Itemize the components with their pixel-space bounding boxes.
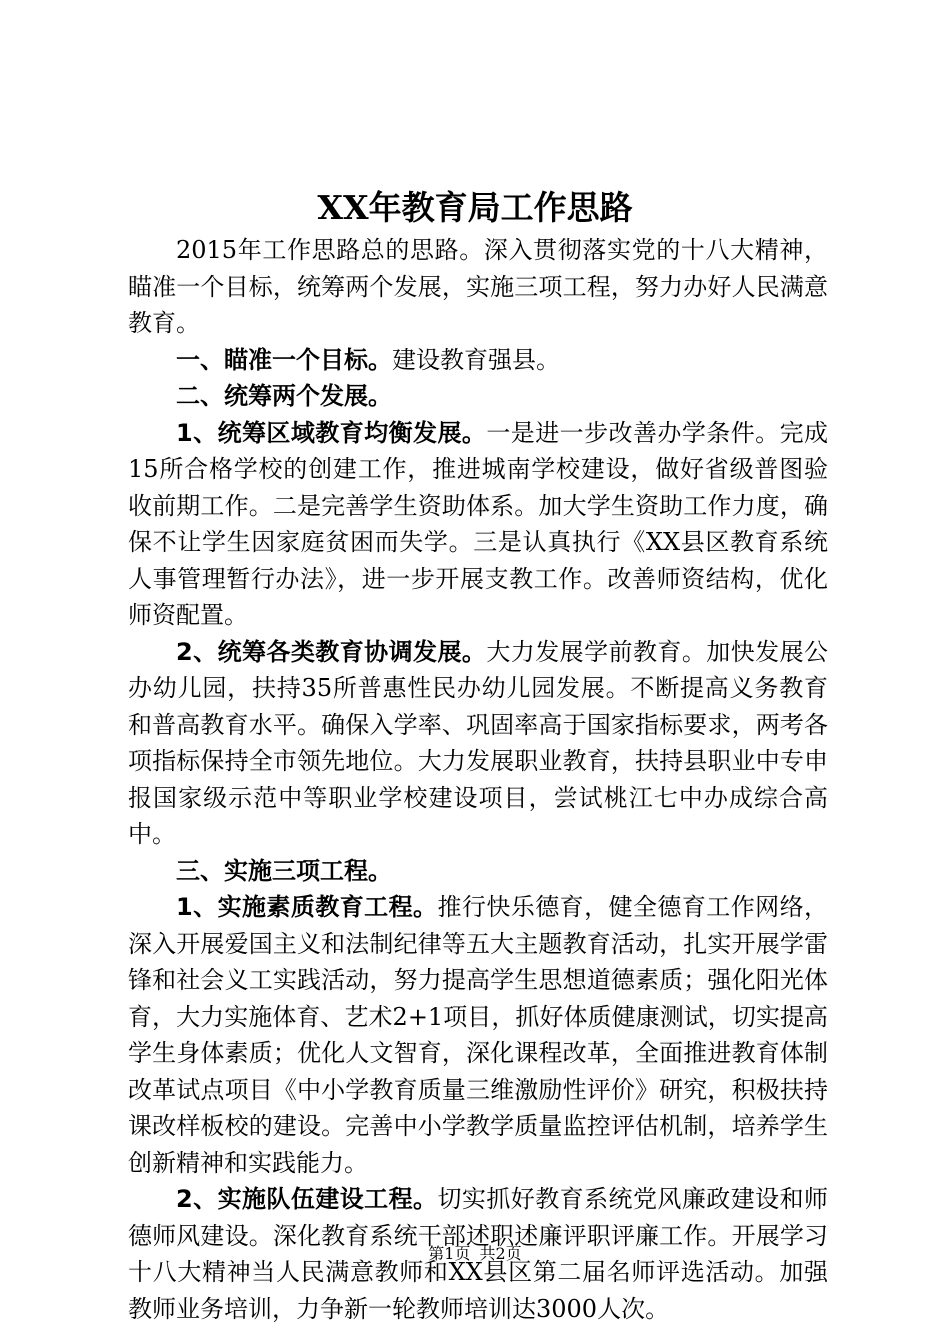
- paragraph-lead: 三、实施三项工程。: [176, 856, 392, 885]
- section-heading-1: [128, 342, 828, 379]
- section-heading-3: [128, 853, 828, 890]
- paragraph-lead: 1、实施素质教育工程。: [176, 893, 438, 921]
- section-heading-2: [128, 378, 828, 415]
- page-footer: [0, 1244, 950, 1264]
- document-title: XX年教育局工作思路: [317, 188, 633, 227]
- paragraph-lead: 2、实施队伍建设工程。: [176, 1185, 438, 1213]
- page-total: 共2页: [479, 1244, 522, 1263]
- paragraph-text: 大力发展学前教育。加快发展公办幼儿园，扶持35所普惠性民办幼儿园发展。不断提高义务教育和普高教育水平。确保入学率、巩固率高于国家指标要求，两考各项指标保持全市领先地位。大力发展职业教育，扶持县职业中专申报国家级示范中等职业学校建设项目，尝试桃江七中办成综合高中。: [128, 637, 829, 848]
- paragraph-2-1: [128, 415, 828, 634]
- paragraph-text: 一是进一步改善办学条件。完成15所合格学校的创建工作，推进城南学校建设，做好省级普图验收前期工作。二是完善学生资助体系。加大学生资助工作力度，确保不让学生因家庭贫困而失学。三是认真执行《XX县区教育系统人事管理暂行办法》，进一步开展支教工作。改善师资结构，优化师资配置。: [128, 418, 829, 629]
- paragraph-3-1: [128, 889, 828, 1181]
- paragraph-lead: 2、统筹各类教育协调发展。: [176, 637, 487, 666]
- paragraph-lead: 一、瞄准一个目标。: [176, 345, 392, 374]
- paragraph-lead: 1、统筹区域教育均衡发展。: [176, 418, 487, 447]
- paragraph-intro: [128, 232, 828, 342]
- document-body: [128, 232, 828, 1327]
- paragraph-text: 2015年工作思路总的思路。深入贯彻落实党的十八大精神，瞄准一个目标，统筹两个发展，实施三项工程，努力办好人民满意教育。: [128, 236, 828, 337]
- paragraph-text: 建设教育强县。: [392, 345, 560, 374]
- paragraph-text: 推行快乐德育，健全德育工作网络，深入开展爱国主义和法制纪律等五大主题教育活动，扎实开展学雷锋和社会义工实践活动，努力提高学生思想道德素质；强化阳光体育，大力实施体育、艺术2+1项目，抓好体质健康测试，切实提高学生身体素质；优化人文智育，深化课程改革，全面推进教育体制改革试点项目《中小学教育质量三维激励性评价》研究，积极扶持课改样板校的建设。完善中小学教学质量监控评估机制，培养学生创新精神和实践能力。: [128, 893, 829, 1177]
- paragraph-lead: 二、统筹两个发展。: [176, 382, 392, 410]
- page-number: 第1页: [428, 1244, 471, 1263]
- paragraph-text: 切实抓好教育系统党风廉政建设和师德师风建设。深化教育系统干部述职述廉评职评廉工作。开展学习十八大精神当人民满意教师和XX县区第二届名师评选活动。加强教师业务培训，力争新一轮教师培训达3000人次。: [128, 1185, 829, 1323]
- paragraph-2-2: [128, 634, 828, 853]
